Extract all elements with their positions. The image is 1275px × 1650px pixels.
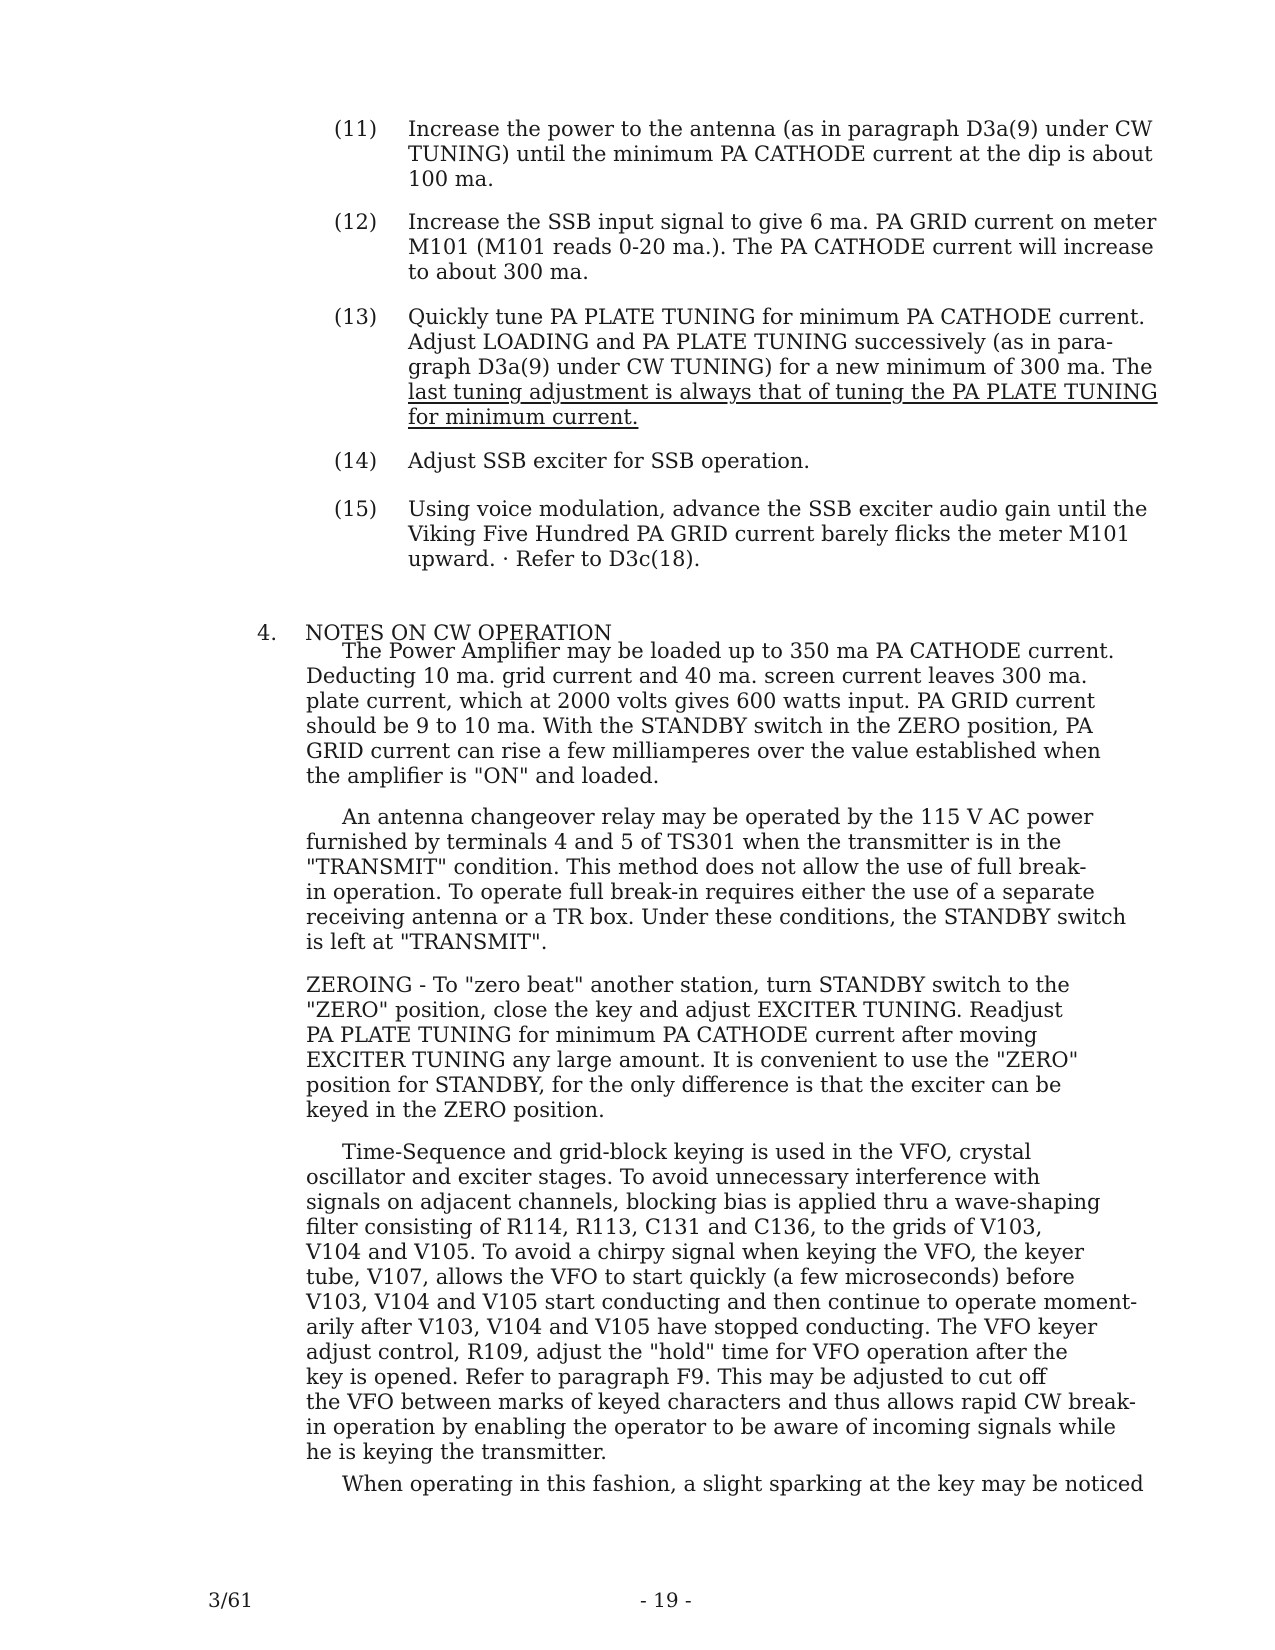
- step-number: (15): [334, 497, 378, 521]
- paragraph-loading: The Power Amplifier may be loaded up to 350 ma PA CATHODE current. Deducting 10 ma. grid current and 40 ma. screen current leaves 300 ma. plate current, which at 2000 volts gives 600 watts input. PA GRID current should be 9 to 10 ma. With the STANDBY switch in the ZERO position, PA GRID current can rise a few milliamperes over the value established when the amplifier is "ON" and loaded.: [306, 639, 1115, 788]
- step-number: (12): [334, 210, 378, 234]
- step-number: (11): [334, 117, 378, 141]
- section-title: NOTES ON CW OPERATION: [305, 621, 612, 645]
- footer-date: 3/61: [208, 1588, 253, 1612]
- step-text: Quickly tune PA PLATE TUNING for minimum PA CATHODE current. Adjust LOADING and PA PLATE TUNING successively (as in para- graph D3a(9) under CW TUNING) for a new minimum of 300 ma. The last tuning adjustment is always that of tuning the PA PLATE TUNING for minimum current.: [408, 305, 1158, 429]
- step-text: Adjust SSB exciter for SSB operation.: [408, 449, 811, 473]
- step-text: Increase the SSB input signal to give 6 ma. PA GRID current on meter M101 (M101 reads 0-20 ma.). The PA CATHODE current will increase to about 300 ma.: [408, 210, 1157, 284]
- section-number: 4.: [257, 621, 278, 645]
- step-number: (13): [334, 305, 378, 329]
- footer-page-number: - 19 -: [640, 1588, 692, 1612]
- step-text: Using voice modulation, advance the SSB exciter audio gain until the Viking Five Hundred PA GRID current barely flicks the meter M101 upward. · Refer to D3c(18).: [408, 497, 1148, 571]
- paragraph-sparking: When operating in this fashion, a slight sparking at the key may be noticed: [342, 1472, 1144, 1496]
- step-number: (14): [334, 449, 378, 473]
- paragraph-keying: Time-Sequence and grid-block keying is used in the VFO, crystal oscillator and exciter stages. To avoid unnecessary interference with signals on adjacent channels, blocking bias is applied thru a wave-shaping filter consisting of R114, R113, C131 and C136, to the grids of V103, V104 and V105. To avoid a chirpy signal when keying the VFO, the keyer tube, V107, allows the VFO to start quickly (a few microseconds) before V103, V104 and V105 start conducting and then continue to operate moment- arily after V103, V104 and V105 have stopped conducting. The VFO keyer adjust control, R109, adjust the "hold" time for VFO operation after the key is opened. Refer to paragraph F9. This may be adjusted to cut off the VFO between marks of keyed characters and thus allows rapid CW break- in operation by enabling the operator to be aware of incoming signals while he is keying the transmitter.: [306, 1140, 1138, 1464]
- paragraph-antenna-relay: An antenna changeover relay may be operated by the 115 V AC power furnished by terminals 4 and 5 of TS301 when the transmitter is in the "TRANSMIT" condition. This method does not allow the use of full break- in operation. To operate full break-in requires either the use of a separate receiving antenna or a TR box. Under these conditions, the STANDBY switch is left at "TRANSMIT".: [306, 805, 1127, 954]
- paragraph-zeroing: ZEROING - To "zero beat" another station, turn STANDBY switch to the "ZERO" position, close the key and adjust EXCITER TUNING. Readjust PA PLATE TUNING for minimum PA CATHODE current after moving EXCITER TUNING any large amount. It is convenient to use the "ZERO" position for STANDBY, for the only difference is that the exciter can be keyed in the ZERO position.: [306, 973, 1079, 1122]
- step-text: Increase the power to the antenna (as in paragraph D3a(9) under CW TUNING) until the minimum PA CATHODE current at the dip is about 100 ma.: [408, 117, 1153, 191]
